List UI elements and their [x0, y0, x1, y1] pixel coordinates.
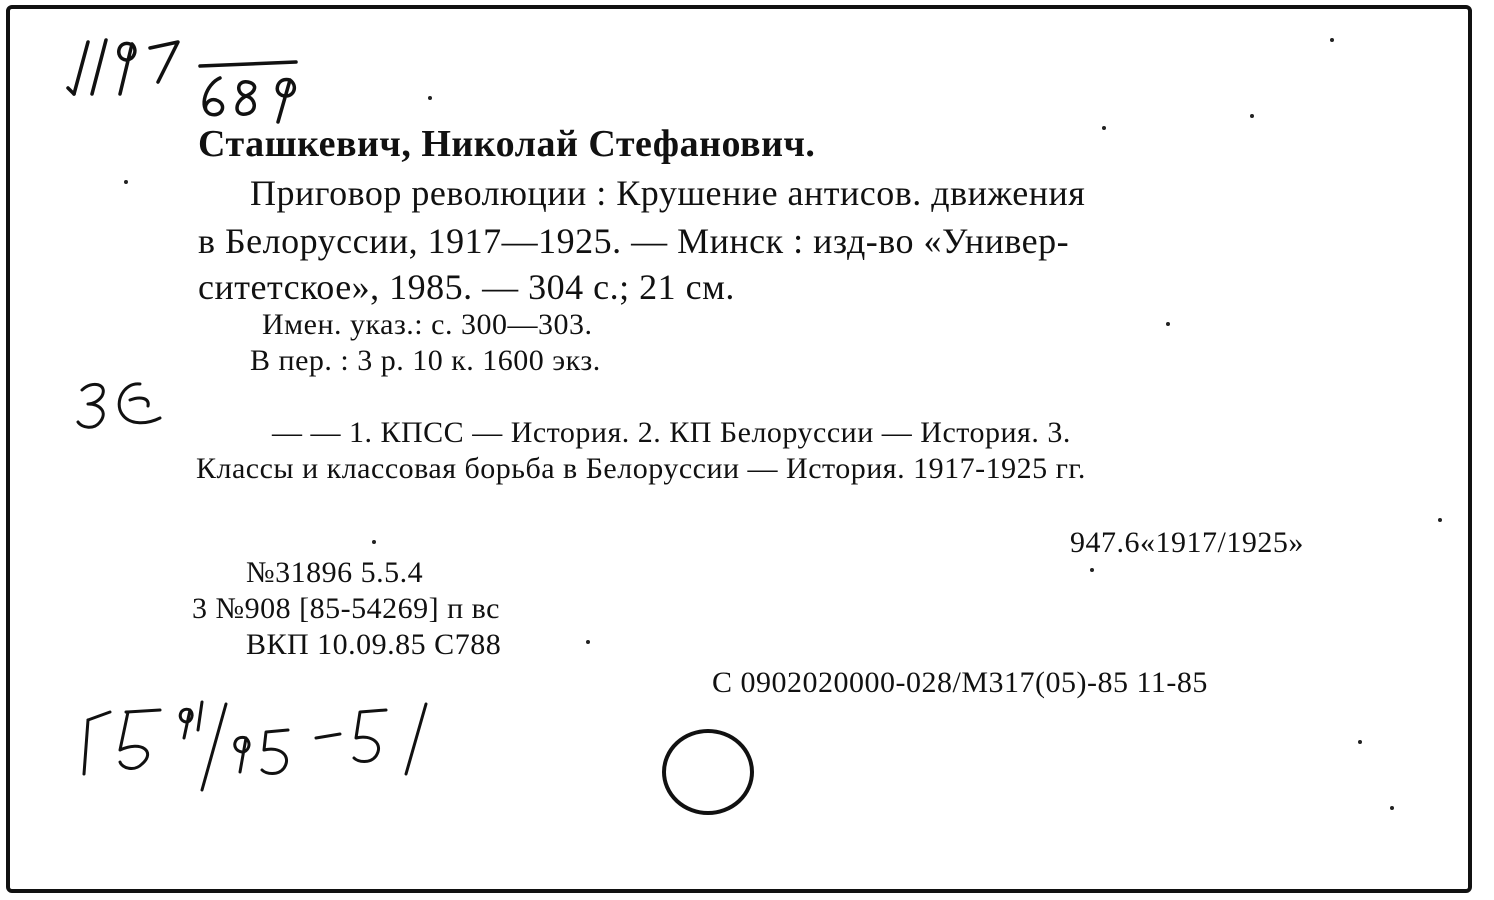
speck — [1102, 126, 1106, 130]
speck — [1166, 322, 1170, 326]
order-line-2: 3 №908 [85-54269] п вс — [192, 592, 500, 625]
speck — [1330, 38, 1334, 42]
speck — [428, 96, 432, 100]
title-line-2: в Белоруссии, 1917—1925. — Минск : изд-во «Универ- — [198, 221, 1070, 261]
punch-hole-icon — [656, 722, 766, 822]
speck — [1250, 114, 1254, 118]
speck — [124, 180, 128, 184]
title-line-3: ситетское», 1985. — 304 с.; 21 см. — [198, 267, 735, 307]
price-note: В пер. : 3 р. 10 к. 1600 экз. — [250, 344, 601, 377]
author-heading: Сташкевич, Николай Стефанович. — [198, 123, 816, 165]
classification-code: 947.6«1917/1925» — [1070, 526, 1304, 559]
subjects-line-2: Классы и классовая борьба в Белоруссии — История. 1917-1925 гг. — [196, 452, 1086, 485]
index-note: Имен. указ.: с. 300—303. — [262, 308, 593, 341]
order-line-3: ВКП 10.09.85 С788 — [246, 628, 502, 661]
speck — [1090, 568, 1094, 572]
publication-code: С 0902020000-028/М317(05)-85 11-85 — [712, 666, 1208, 699]
speck — [1358, 740, 1362, 744]
speck — [1390, 806, 1394, 810]
title-line-1: Приговор революции : Крушение антисов. движения — [250, 173, 1086, 213]
speck — [372, 540, 376, 544]
order-line-1: №31896 5.5.4 — [246, 556, 424, 589]
handwritten-bottom-note — [70, 690, 450, 800]
subjects-line-1: — — 1. КПСС — История. 2. КП Белоруссии — История. 3. — [272, 416, 1071, 449]
speck — [586, 640, 590, 644]
handwritten-call-number — [60, 22, 320, 132]
speck — [1438, 518, 1442, 522]
handwritten-margin-mark — [70, 372, 180, 442]
